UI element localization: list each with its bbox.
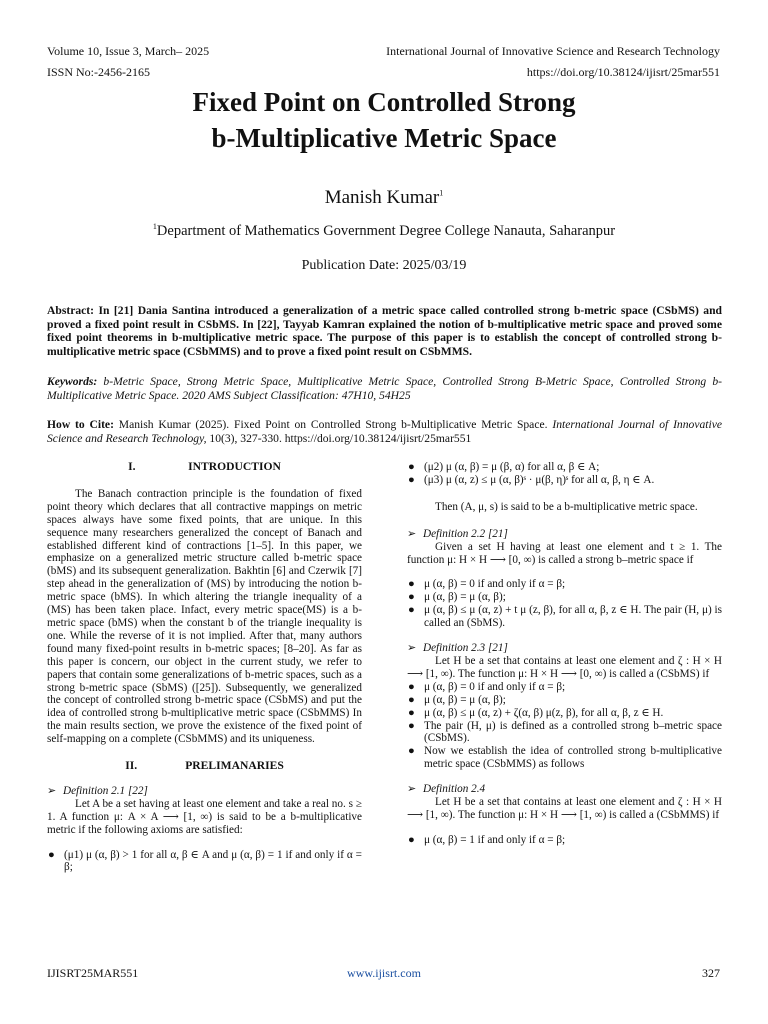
definition-2-3-text: Let H be a set that contains at least one element and ζ : H × H ⟶ [1, ∞). The function μ: H × H ⟶ [0, ∞) is called a (CSbMS) if [407, 654, 722, 680]
abstract [47, 304, 722, 358]
right-column [407, 461, 722, 847]
bullet-icon: ● [408, 591, 415, 604]
abstract-label: Abstract: [47, 304, 95, 317]
author-name: Manish Kumar [324, 187, 440, 208]
definition-2-1-after: Then (A, μ, s) is said to be a b-multiplicative metric space. [435, 500, 698, 513]
list-item: ● (μ1) μ (α, β) > 1 for all α, β ∈ A and μ (α, β) = 1 if and only if α = β; [48, 848, 362, 874]
bullet-icon: ● [408, 461, 415, 473]
list-item: ● μ (α, β) = 0 if and only if α = β; [408, 578, 566, 591]
how-to-cite [47, 418, 722, 445]
cite-journal: International Journal of Innovative Science and Research Technology, [47, 418, 723, 445]
bullet-icon: ● [408, 833, 415, 846]
bullet-icon: ● [408, 745, 415, 758]
author-sup: 1 [439, 188, 444, 198]
list-item: ● μ (α, β) = 0 if and only if α = β; [408, 680, 566, 693]
section-title: INTRODUCTION [188, 460, 281, 473]
publication-date: Publication Date: 2025/03/19 [301, 258, 467, 273]
header-issn: ISSN No:-2456-2165 [47, 65, 151, 79]
definition-2-4-text: Let H be a set that contains at least one element and ζ : H × H ⟶ [1, ∞). The function μ: H × H ⟶ [1, ∞) is called a (CSbMMS) if [407, 796, 722, 821]
list-item: ● (μ3) μ (α, z) ≤ μ (α, β)ˢ · μ(β, η)ˢ for all α, β, η ∈ A. [408, 473, 655, 486]
abstract-text: In [21] Dania Santina introduced a generalization of a metric space called controlled strong b-metric space (CSbMS) and proved a fixed point result in CSbMS. In [22], Tayyab Kamran explained the notion of b-multiplicative metric space and proved some fixed point theorems in b-multiplicative metric space. The purpose of this paper is to establish the concept of controlled strong b-multiplicative metric space (CSbMMS) and to prove a fixed point result on CSbMMS. [47, 304, 722, 358]
header-journal: International Journal of Innovative Science and Research Technology [386, 44, 720, 58]
keywords-label: Keywords: [47, 375, 98, 388]
section-introduction-heading [47, 461, 362, 474]
introduction-text: The Banach contraction principle is the foundation of fixed point theory which declares that all contractive mappings on metric spaces always have some fixed points, that are unique. In this sequence many researchers generalized the concept of Banach and established different kind of contractions [1–5]. In this paper, we emphasize on a generalized metric structure called b-metric space (bMS) and its subsequent generalization. Bakhtin [6] and Czerwik [7] step ahead in the generalization of (MS) by introducing the notion b-metric space (bMS). In which altering the triangle inequality of a (MS) has been taken place. Infact, every metric space(MS) is a b-metric space (bMS) when the constant b of the triangle inequality is one. While the reverse of it is not implied. After that, many authors found many fixed-point results in b-metric spaces; [8–20]. As far as this paper is concern, our object in the current study, we refer to papers that contain some generalizations of b-metric spaces, such as a strong b-metric space (SbMS) ([25]). Subsequently, we generalized the concept of controlled strong b-metric space (CSbMS) and put the idea of controlled strong b-multiplicative metric space (CSbMMS) In the main results section, we prove the existence of the fixed point of self-mapping on a complete (CSbMMS) and its uniqueness. [47, 487, 362, 746]
bullet-icon: ● [408, 473, 415, 486]
bullet-icon: ● [408, 693, 415, 706]
section-number: II. [125, 759, 138, 773]
keywords-text: b-Metric Space, Strong Metric Space, Multiplicative Metric Space, Controlled Strong B-Metric Space, Controlled Strong b-Multiplicative Metric Space. 2020 AMS Subject Classification: 47H10, 54H25 [47, 375, 722, 402]
bullet-icon: ● [408, 719, 415, 732]
list-item: ● (μ2) μ (α, β) = μ (β, α) for all α, β ∈ A; [408, 461, 600, 473]
definition-2-3-list [407, 681, 722, 771]
definition-2-4-list [407, 834, 722, 847]
footer-code: IJISRT25MAR551 [47, 966, 139, 980]
cite-text1: Manish Kumar (2025). Fixed Point on Controlled Strong b-Multiplicative Metric Space. [118, 418, 548, 431]
definition-2-1-title: ➢ Definition 2.1 [22] [47, 784, 148, 797]
definition-2-2-text: Given a set H having at least one element and t ≥ 1. The function μ: H × H ⟶ [0, ∞) is called a strong b–metric space if [407, 540, 722, 566]
cite-text2[interactable]: 10(3), 327-330. https://doi.org/10.38124/ijisrt/25mar551 [209, 431, 472, 445]
keywords [47, 375, 722, 402]
author-line [0, 186, 768, 210]
header-volume: Volume 10, Issue 3, March– 2025 [47, 44, 210, 58]
list-item: ● μ (α, β) = μ (α, β); [408, 591, 506, 604]
affiliation: Department of Mathematics Government Degree College Nanauta, Saharanpur [156, 223, 616, 239]
list-item: ● Now we establish the idea of controlled strong b-multiplicative metric space (CSbMMS) as follows [408, 745, 722, 771]
definition-2-1-list-cont [407, 461, 722, 487]
paper-title-line1: Fixed Point on Controlled Strong [192, 87, 576, 117]
left-column [47, 461, 362, 874]
paper-title-line2: b-Multiplicative Metric Space [211, 123, 557, 153]
arrow-bullet-icon: ➢ [407, 642, 417, 655]
list-item: ● μ (α, β) ≤ μ (α, z) + t μ (z, β), for all α, β, z ∈ H. The pair (H, μ) is called an (SbMS). [408, 604, 722, 630]
bullet-icon: ● [48, 848, 55, 861]
footer-website-link[interactable]: www.ijisrt.com [347, 966, 421, 980]
cite-label: How to Cite: [47, 418, 114, 431]
affiliation-line [0, 222, 768, 241]
list-item: ● The pair (H, μ) is defined as a controlled strong b–metric space (CSbMS). [408, 719, 722, 745]
arrow-bullet-icon: ➢ [407, 527, 417, 540]
bullet-icon: ● [408, 706, 415, 719]
section-preliminaries-heading [47, 760, 362, 773]
bullet-icon: ● [408, 578, 415, 591]
list-item: ● μ (α, β) ≤ μ (α, z) + ζ(α, β) μ(z, β), for all α, β, z ∈ H. [408, 706, 664, 719]
affiliation-sup: 1 [152, 222, 157, 232]
section-number: I. [128, 460, 136, 473]
bullet-icon: ● [408, 604, 415, 617]
definition-2-2-title: ➢ Definition 2.2 [21] [407, 527, 508, 540]
definition-2-1-text: Let A be a set having at least one element and take a real no. s ≥ 1. A function μ: A × A ⟶ [1, ∞) is said to be a b-multiplicative metric if the following axioms are satisfied: [47, 797, 362, 836]
definition-2-3-title: ➢ Definition 2.3 [21] [407, 642, 508, 655]
page-number: 327 [702, 966, 720, 980]
arrow-bullet-icon: ➢ [407, 783, 417, 796]
definition-2-4-title: ➢ Definition 2.4 [407, 783, 486, 796]
list-item: ● μ (α, β) = 1 if and only if α = β; [408, 833, 566, 846]
definition-2-1-list [47, 849, 362, 875]
arrow-bullet-icon: ➢ [47, 784, 57, 797]
header-doi[interactable]: https://doi.org/10.38124/ijisrt/25mar551 [526, 65, 720, 79]
list-item: ● μ (α, β) = μ (α, β); [408, 693, 506, 706]
definition-2-2-list [407, 578, 722, 630]
bullet-icon: ● [408, 680, 415, 693]
section-title: PRELIMANARIES [185, 759, 284, 773]
